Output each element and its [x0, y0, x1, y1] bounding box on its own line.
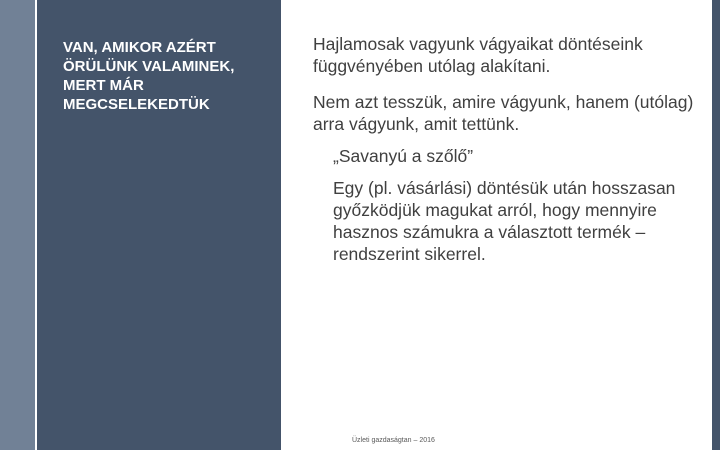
paragraph-2: Nem azt tesszük, amire vágyunk, hanem (utólag) arra vágyunk, amit tettünk. [313, 92, 694, 134]
slide-content [313, 33, 695, 265]
slide-title: VAN, AMIKOR AZÉRT ÖRÜLÜNK VALAMINEK, MERT MÁR MEGCSELEKEDTÜK [63, 39, 235, 113]
quote-paragraph: „Savanyú a szőlő” [333, 146, 474, 166]
left-accent-strip [0, 0, 35, 450]
paragraph-4: Egy (pl. vásárlási) döntésük után hosszasan győzködjük magukat arról, hogy mennyire hasznos számukra a választott termék – rendszerint sikerrel. [333, 178, 676, 264]
right-accent-strip [712, 0, 720, 450]
footer-text: Üzleti gazdaságtan – 2016 [352, 437, 435, 444]
page-number: 18 [700, 437, 708, 444]
paragraph-1: Hajlamosak vagyunk vágyaikat döntéseink függvényében utólag alakítani. [313, 34, 643, 76]
